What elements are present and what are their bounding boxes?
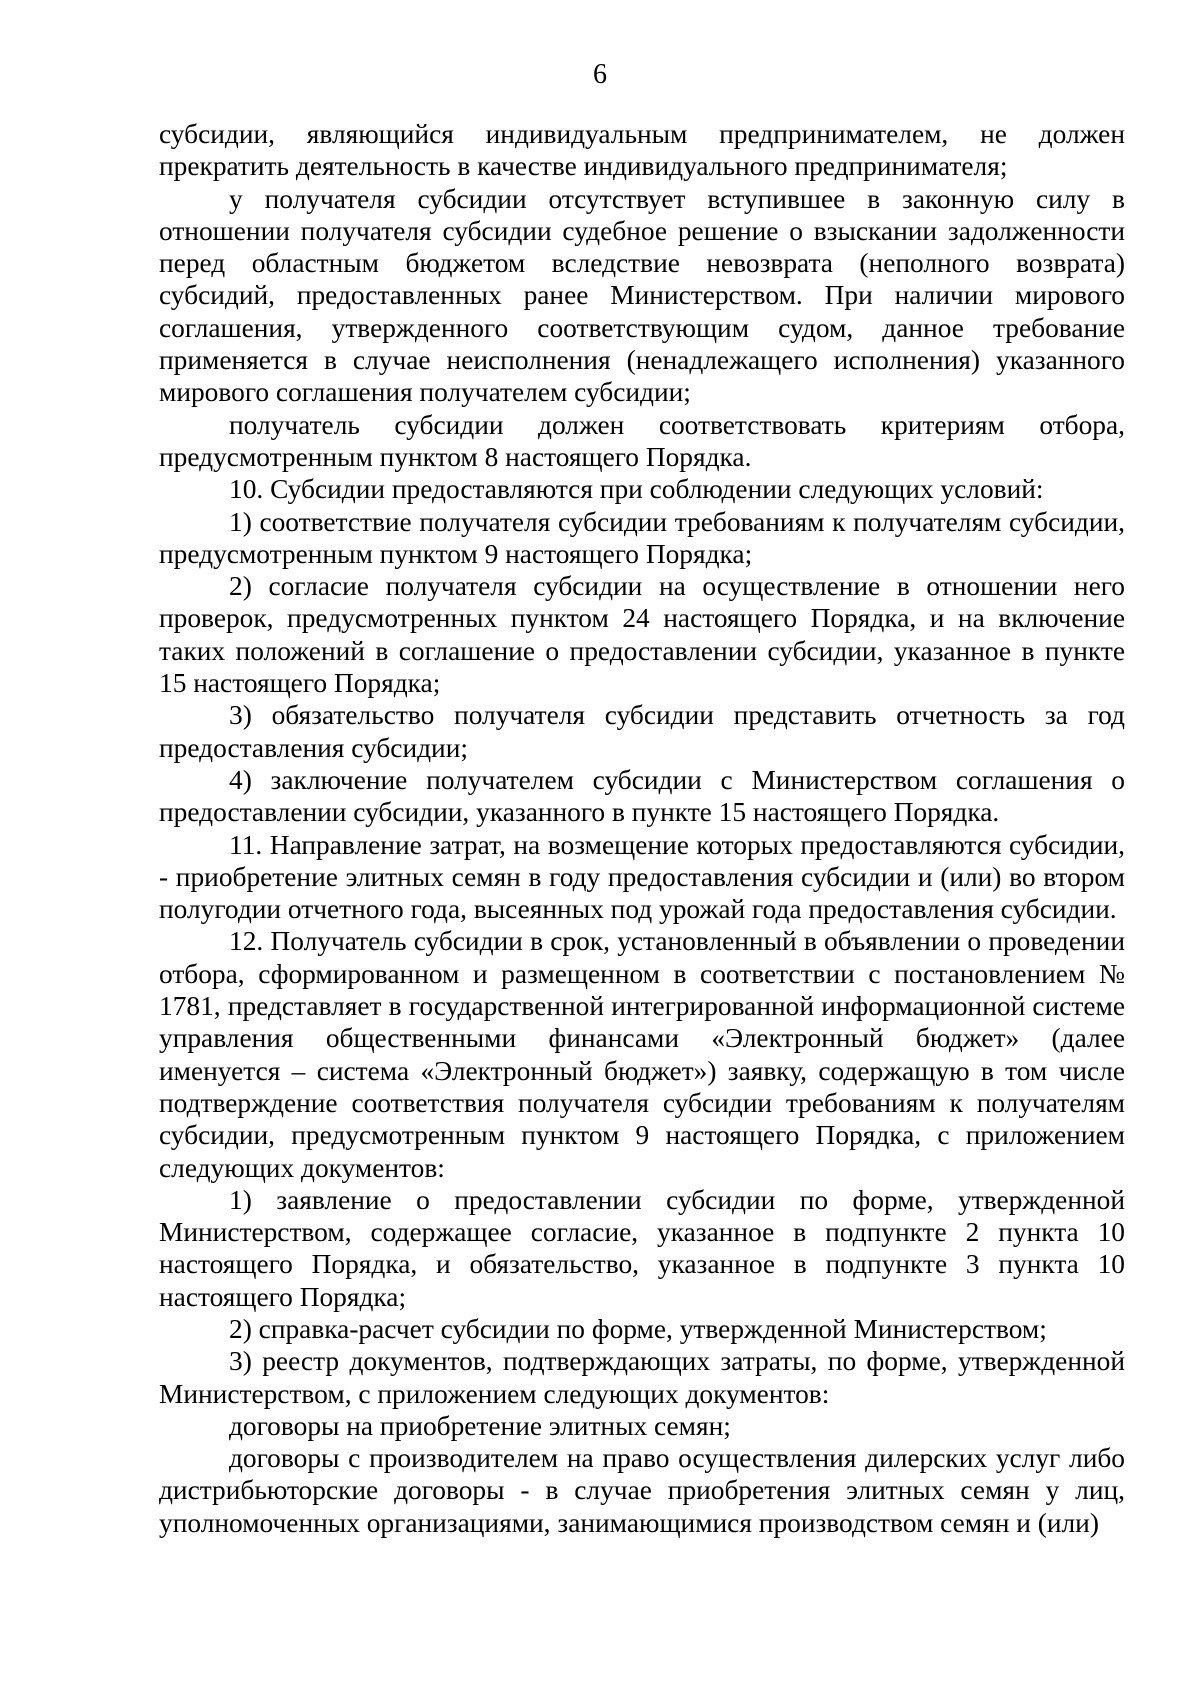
- paragraph: 1) заявление о предоставлении субсидии по форме, утвержденной Министерством, содержащее согласие, указанное в подпункте 2 пункта 10 настоящего Порядка, и обязательство, указанное в подпункте 3 пункта 10 настоящего Порядка;: [159, 1184, 1125, 1312]
- paragraph: 3) реестр документов, подтверждающих затраты, по форме, утвержденной Министерством, с приложением следующих документов:: [159, 1346, 1125, 1409]
- paragraph: субсидии, являющийся индивидуальным предпринимателем, не должен прекратить деятельность в качестве индивидуального предпринимателя;: [159, 119, 1125, 182]
- page-number: 6: [593, 59, 607, 90]
- paragraph: 11. Направление затрат, на возмещение которых предоставляются субсидии, - приобретение элитных семян в году предоставления субсидии и (или) во втором полугодии отчетного года, высеянных под урожай года предоставления субсидии.: [159, 829, 1125, 925]
- paragraph: 4) заключение получателем субсидии с Министерством соглашения о предоставлении субсидии, указанного в пункте 15 настоящего Порядка.: [159, 764, 1125, 828]
- paragraph: 12. Получатель субсидии в срок, установленный в объявлении о проведении отбора, сформированном и размещенном в соответствии с постановлением № 1781, представляет в государственной интегрированной информационной системе управления общественными финансами «Электронный бюджет» (далее именуется – система «Электронный бюджет») заявку, содержащую в том числе подтверждение соответствия получателя субсидии требованиям к получателям субсидии, предусмотренным пунктом 9 настоящего Порядка, с приложением следующих документов:: [159, 926, 1125, 1183]
- paragraph: получатель субсидии должен соответствовать критериям отбора, предусмотренным пунктом 8 настоящего Порядка.: [159, 409, 1125, 472]
- paragraph: 2) справка-расчет субсидии по форме, утвержденной Министерством;: [229, 1313, 1047, 1344]
- paragraph: 2) согласие получателя субсидии на осуществление в отношении него проверок, предусмотренных пунктом 24 настоящего Порядка, и на включение таких положений в соглашение о предоставлении субсидии, указанное в пункте 15 настоящего Порядка;: [159, 571, 1125, 699]
- paragraph: договоры с производителем на право осуществления дилерских услуг либо дистрибьюторские договоры - в случае приобретения элитных семян у лиц, уполномоченных организациями, занимающимися производством семян и (или): [159, 1443, 1125, 1538]
- paragraph: у получателя субсидии отсутствует вступившее в законную силу в отношении получателя субсидии судебное решение о взыскании задолженности перед областным бюджетом вследствие невозврата (неполного возврата) субсидий, предоставленных ранее Министерством. При наличии мирового соглашения, утвержденного соответствующим судом, данное требование применяется в случае неисполнения (ненадлежащего исполнения) указанного мирового соглашения получателем субсидии;: [159, 183, 1125, 408]
- body-text: [159, 118, 1125, 1539]
- paragraph: 10. Субсидии предоставляются при соблюдении следующих условий:: [229, 474, 1044, 505]
- paragraph: договоры на приобретение элитных семян;: [229, 1410, 731, 1441]
- paragraph: 1) соответствие получателя субсидии требованиям к получателям субсидии, предусмотренным пунктом 9 настоящего Порядка;: [159, 506, 1125, 569]
- paragraph: 3) обязательство получателя субсидии представить отчетность за год предоставления субсидии;: [159, 700, 1125, 763]
